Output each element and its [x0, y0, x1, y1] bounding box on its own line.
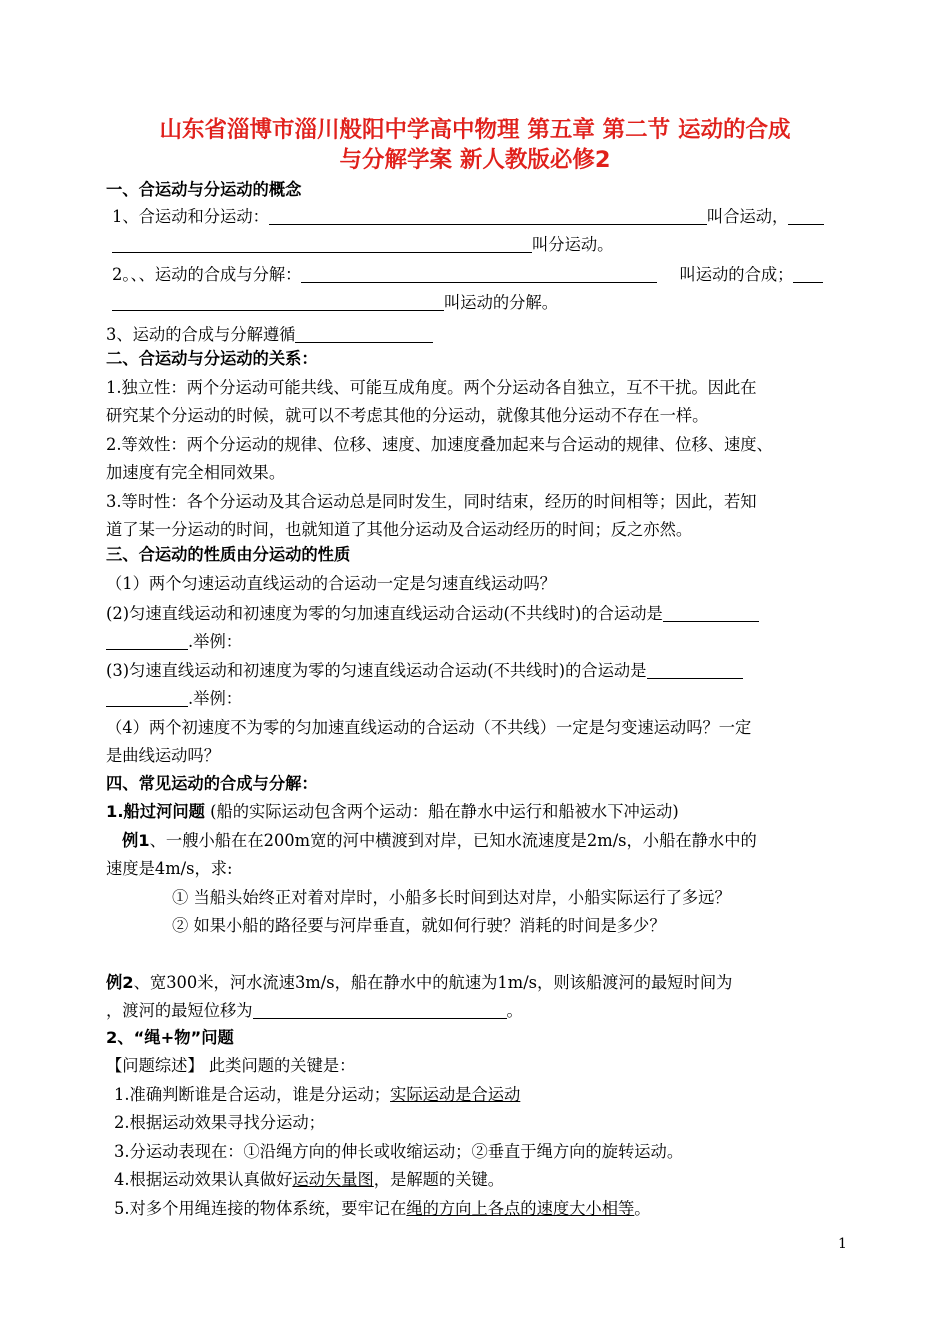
s1-q1-line2 [112, 231, 613, 259]
example-2-shortest-displacement: ，渡河的最短位移为 [106, 1001, 253, 1020]
rope-point-3: 3.分运动表现在：①沿绳方向的伸长或收缩运动；②垂直于绳方向的旋转运动。 [114, 1142, 684, 1161]
s3-q3-line1 [106, 657, 743, 685]
rope-point-4 [114, 1166, 504, 1194]
rope-point-5-text: 5.对多个用绳连接的物体系统，要牢记在 [114, 1199, 407, 1218]
s1-q1-suffix: 叫合运动， [706, 207, 789, 226]
rope-point-1 [114, 1081, 520, 1109]
s1-q2-end: 叫运动的分解。 [444, 293, 558, 312]
s1-q2-line1 [112, 261, 823, 289]
summary-label: 【问题综述】 [106, 1056, 204, 1075]
example-1-line1 [122, 827, 757, 855]
s1-q1-end: 叫分运动。 [532, 235, 614, 254]
s3-q2-line2 [106, 628, 242, 656]
answer-blank[interactable] [106, 688, 188, 707]
s1-q1-prompt: 1、合运动和分运动： [112, 207, 269, 226]
example-1-label: 例1 [122, 831, 150, 850]
rope-problem-heading: 2、“绳+物”问题 [106, 1028, 234, 1047]
s3-q4-line1: （4）两个初速度不为零的匀加速直线运动的合运动（不共线）一定是匀变速运动吗？一定 [106, 718, 752, 737]
page-number: 1 [838, 1236, 847, 1252]
rope-point-1-text: 1.准确判断谁是合运动，谁是分运动； [114, 1085, 391, 1104]
example-2-label: 例2 [106, 973, 134, 992]
s2-p3-line1: 3.等时性：各个分运动及其合运动总是同时发生，同时结束，经历的时间相等；因此，若知 [106, 492, 757, 511]
rope-point-5-emphasis: 绳的方向上各点的速度大小相等 [406, 1199, 635, 1218]
boat-problem-note: (船的实际运动包含两个运动：船在静水中运行和船被水下冲运动) [210, 802, 679, 821]
answer-blank[interactable] [112, 292, 444, 311]
s2-p3-line2: 道了某一分运动的时间，也就知道了其他分运动及合运动经历的时间；反之亦然。 [106, 520, 693, 539]
title-line-1: 山东省淄博市淄川般阳中学高中物理 第五章 第二节 运动的合成 [159, 117, 791, 143]
s1-q2-prompt: 2。、、运动的合成与分解： [112, 265, 302, 284]
s3-q1: （1）两个匀速运动直线运动的合运动一定是匀速直线运动吗？ [106, 574, 556, 593]
section-4-heading: 四、常见运动的合成与分解： [106, 774, 318, 793]
s3-q3-line2 [106, 685, 242, 713]
s3-q3-text: (3)匀速直线运动和初速度为零的匀速直线运动合运动(不共线时)的合运动是 [106, 661, 647, 680]
s2-p2-line2: 加速度有完全相同效果。 [106, 463, 286, 482]
answer-blank[interactable] [269, 206, 707, 225]
example-2-text: 、宽300米，河水流速3m/s，船在静水中的航速为1m/s，则该船渡河的最短时间为 [133, 973, 733, 992]
s2-p1-line1: 1.独立性：两个分运动可能共线、可能互成角度。两个分运动各自独立，互不干扰。因此在 [106, 378, 757, 397]
answer-blank[interactable] [793, 264, 823, 283]
example-1-line2: 速度是4m/s，求: [106, 859, 233, 878]
s3-q2-line1 [106, 600, 759, 628]
answer-blank[interactable] [112, 234, 532, 253]
answer-blank[interactable] [106, 631, 188, 650]
answer-blank[interactable] [647, 660, 743, 679]
s1-q2-suffix: 叫运动的合成； [679, 265, 794, 284]
section-3-heading: 三、合运动的性质由分运动的性质 [106, 545, 351, 564]
s2-p1-line2: 研究某个分运动的时候，就可以不考虑其他的分运动，就像其他分运动不存在一样。 [106, 406, 709, 425]
example-2-end: 。 [506, 1001, 523, 1020]
rope-point-4-end: ，是解题的关键。 [373, 1170, 505, 1189]
summary-text: 此类问题的关键是： [208, 1056, 356, 1075]
rope-point-1-emphasis: 实际运动是合运动 [390, 1085, 521, 1104]
section-1-heading: 一、合运动与分运动的概念 [106, 180, 302, 199]
rope-point-2: 2.根据运动效果寻找分运动； [114, 1113, 325, 1132]
example-1-text: 、一艘小船在在200m宽的河中横渡到对岸，已知水流速度是2m/s，小船在静水中的 [149, 831, 757, 850]
s3-q2-text: (2)匀速直线运动和初速度为零的匀加速直线运动合运动(不共线时)的合运动是 [106, 604, 663, 623]
boat-problem-title: 1.船过河问题 [106, 802, 205, 821]
answer-blank[interactable] [295, 324, 433, 343]
rope-point-5-end: 。 [634, 1199, 651, 1218]
example-2-line1 [106, 969, 732, 997]
s1-q1-line1 [112, 203, 824, 231]
boat-problem-line [106, 798, 679, 826]
s3-q2-example: .举例： [188, 632, 243, 651]
s3-q3-example: .举例： [188, 689, 243, 708]
s1-q2-line2 [112, 289, 558, 317]
answer-blank[interactable] [663, 603, 759, 622]
rope-point-4-emphasis: 运动矢量图 [292, 1170, 374, 1189]
s3-q4-line2: 是曲线运动吗？ [106, 746, 220, 765]
answer-blank[interactable] [301, 264, 657, 283]
example-2-line2 [106, 997, 523, 1025]
s1-q3-prompt: 3、运动的合成与分解遵循 [106, 325, 296, 344]
answer-blank[interactable] [253, 1000, 507, 1019]
example-1-question-2: ② 如果小船的路径要与河岸垂直，就如何行驶？消耗的时间是多少？ [172, 916, 666, 935]
example-1-question-1: ① 当船头始终正对着对岸时，小船多长时间到达对岸，小船实际运行了多远？ [172, 888, 731, 907]
title-line-2: 与分解学案 新人教版必修2 [339, 147, 611, 173]
rope-point-5 [114, 1195, 651, 1223]
summary-line [106, 1052, 355, 1080]
rope-point-4-text: 4.根据运动效果认真做好 [114, 1170, 293, 1189]
s2-p2-line1: 2.等效性：两个分运动的规律、位移、速度、加速度叠加起来与合运动的规律、位移、速度、 [106, 435, 773, 454]
section-2-heading: 二、合运动与分运动的关系： [106, 349, 318, 368]
answer-blank[interactable] [788, 206, 824, 225]
